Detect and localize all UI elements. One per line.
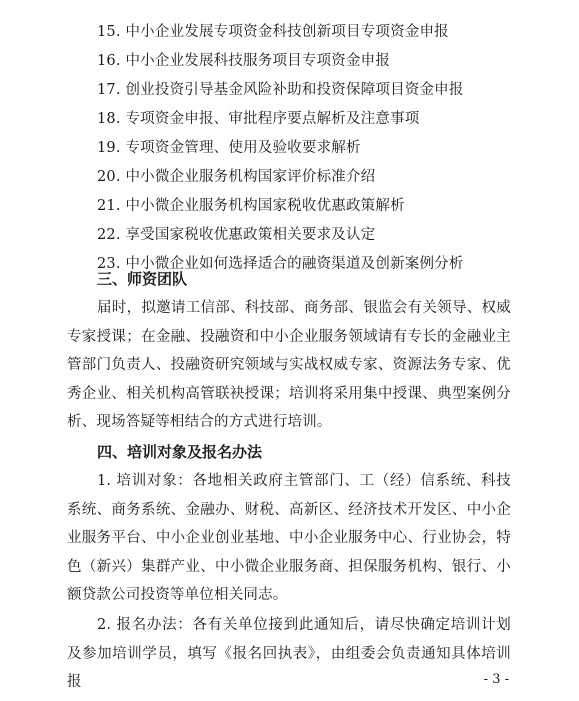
registration-paragraph: 2. 报名办法：各有关单位接到此通知后，请尽快确定培训计划及参加培训学员，填写《报名回执表》，由组委会负责通知具体培训报	[67, 617, 511, 691]
list-item: 16. 中小企业发展科技服务项目专项资金申报	[97, 53, 391, 69]
trainees-paragraph: 1. 培训对象：各地相关政府主管部门、工（经）信系统、科技系统、商务系统、金融办、财税、高新区、经济技术开发区、中小企业服务平台、中小企业创业基地、中小企业服务中心、行业协会，特色（新兴）集群产业、中小微企业服务商、担保服务机构、银行、小额贷款公司投资等单位相关同志。	[67, 473, 511, 604]
list-item: 19. 专项资金管理、使用及验收要求解析	[97, 140, 361, 156]
section-heading-faculty: 三、师资团队	[97, 270, 188, 288]
page-number: - 3 -	[483, 672, 509, 687]
topic-list	[97, 18, 557, 279]
list-item: 23. 中小微企业如何选择适合的融资渠道及创新案例分析	[97, 256, 464, 272]
list-item: 22. 享受国家税收优惠政策相关要求及认定	[97, 227, 376, 243]
section-heading-trainees: 四、培训对象及报名办法	[97, 443, 263, 461]
list-item: 17. 创业投资引导基金风险补助和投资保障项目资金申报	[97, 82, 464, 98]
list-item: 20. 中小微企业服务机构国家评价标准介绍	[97, 169, 376, 185]
list-item: 15. 中小企业发展专项资金科技创新项目专项资金申报	[97, 24, 449, 40]
list-item: 18. 专项资金申报、审批程序要点解析及注意事项	[97, 111, 420, 127]
list-item: 21. 中小微企业服务机构国家税收优惠政策解析	[97, 198, 405, 214]
faculty-paragraph: 届时，拟邀请工信部、科技部、商务部、银监会有关领导、权威专家授课；在金融、投融资和中小企业服务领域请有专长的金融业主管部门负责人、投融资研究领域与实战权威专家、资源法务专家、优秀企业、相关机构高管联袂授课；培训将采用集中授课、典型案例分析、现场答疑等相结合的方式进行培训。	[67, 300, 511, 431]
